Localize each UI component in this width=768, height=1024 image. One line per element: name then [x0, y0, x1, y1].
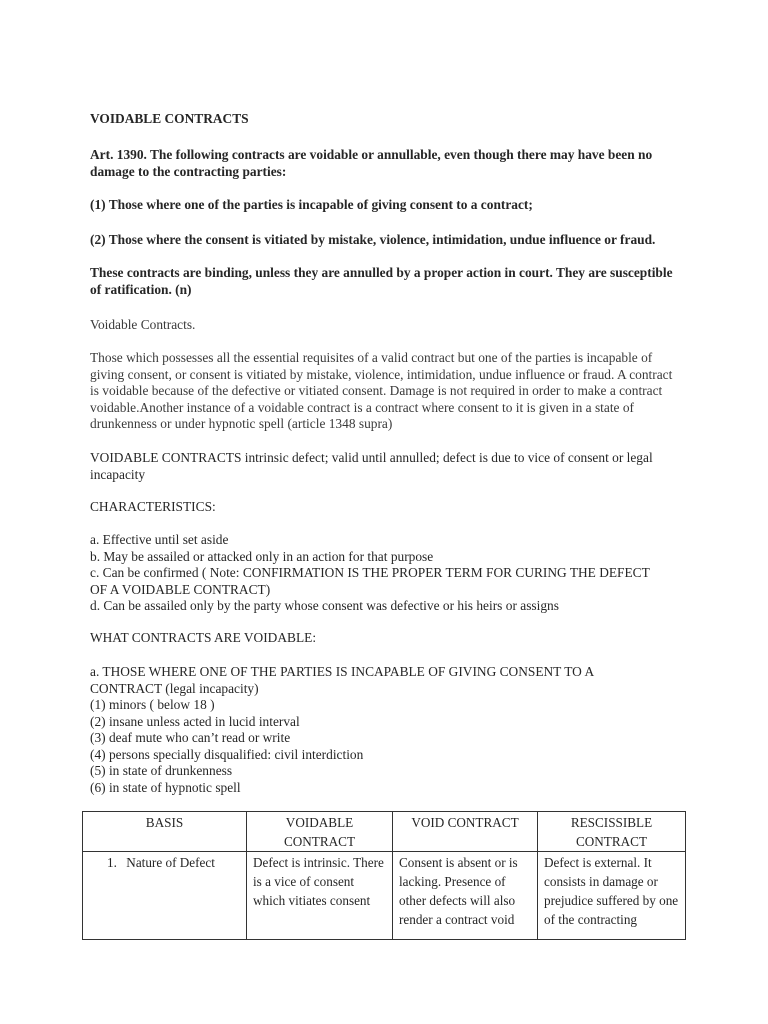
list-item: a. Effective until set aside — [90, 532, 229, 547]
summary-line — [90, 450, 680, 483]
article-conclusion: These contracts are binding, unless they are annulled by a proper action in court. They are susceptible of ratification. (n) — [90, 265, 673, 297]
table-header-cell: RESCISSIBLE CONTRACT — [538, 812, 686, 852]
list-item: b. May be assailed or attacked only in an action for that purpose — [90, 548, 434, 564]
article-text: Art. 1390. The following contracts are voidable or annullable, even though there may have been no damage to the contracting parties: — [90, 147, 653, 179]
list-item: (4) persons specially disqualified: civil interdiction — [90, 746, 364, 762]
table-header-cell: VOIDABLE CONTRACT — [247, 812, 393, 852]
subheading: Voidable Contracts. — [90, 317, 196, 332]
table-header-row — [83, 812, 686, 852]
comparison-table — [82, 811, 686, 940]
characteristics-list — [90, 532, 682, 615]
list-item: (3) deaf mute who can’t read or write — [90, 730, 291, 745]
table-row — [83, 852, 686, 940]
list-item: d. Can be assailed only by the party whose consent was defective or his heirs or assigns — [90, 598, 559, 613]
table-cell-rescissible: Defect is external. It consists in damage or prejudice suffered by one of the contracting — [538, 852, 686, 940]
list-item: a. THOSE WHERE ONE OF THE PARTIES IS INCAPABLE OF GIVING CONSENT TO A — [90, 664, 595, 679]
list-item: (1) minors ( below 18 ) — [90, 697, 215, 712]
table-cell-basis — [83, 852, 247, 940]
article-item-1: (1) Those where one of the parties is incapable of giving consent to a contract; — [90, 197, 533, 212]
basis-label: Nature of Defect — [126, 855, 215, 870]
summary-text: intrinsic defect; valid until annulled; defect is due to vice of consent or legal incapacity — [90, 450, 653, 482]
table-cell-voidable: Defect is intrinsic. There is a vice of consent which vitiates consent — [247, 852, 393, 940]
characteristics-heading: CHARACTERISTICS: — [90, 499, 216, 514]
table-header-cell: BASIS — [83, 812, 247, 852]
list-item: CONTRACT (legal incapacity) — [90, 680, 259, 696]
list-item: (6) in state of hypnotic spell — [90, 779, 241, 795]
article-item-2: (2) Those where the consent is vitiated by mistake, violence, intimidation, undue influence or fraud. — [90, 232, 656, 247]
table-cell-void: Consent is absent or is lacking. Presence of other defects will also render a contract void — [393, 852, 538, 940]
list-item: (2) insane unless acted in lucid interval — [90, 713, 300, 729]
voidable-heading: WHAT CONTRACTS ARE VOIDABLE: — [90, 630, 317, 645]
list-item: c. Can be confirmed ( Note: CONFIRMATION IS THE PROPER TERM FOR CURING THE DEFECT — [90, 565, 650, 580]
row-number: 1. — [107, 855, 117, 870]
table-header-cell: VOID CONTRACT — [393, 812, 538, 852]
definition-paragraph: Those which possesses all the essential requisites of a valid contract but one of the parties is incapable of giving consent, or consent is vitiated by mistake, violence, intimidation, undue influence or fraud. A contract is voidable because of the defective or vitiated consent. Damage is not required in order to make a contract voidable.Another instance of a voidable contract is a contract where consent to it is given in a state of drunkenness or under hypnotic spell (article 1348 supra) — [90, 350, 673, 431]
summary-label: VOIDABLE CONTRACTS — [90, 450, 242, 465]
list-item: OF A VOIDABLE CONTRACT) — [90, 581, 271, 597]
document-title: VOIDABLE CONTRACTS — [90, 111, 249, 126]
voidable-list — [90, 664, 682, 796]
list-item: (5) in state of drunkenness — [90, 763, 233, 778]
